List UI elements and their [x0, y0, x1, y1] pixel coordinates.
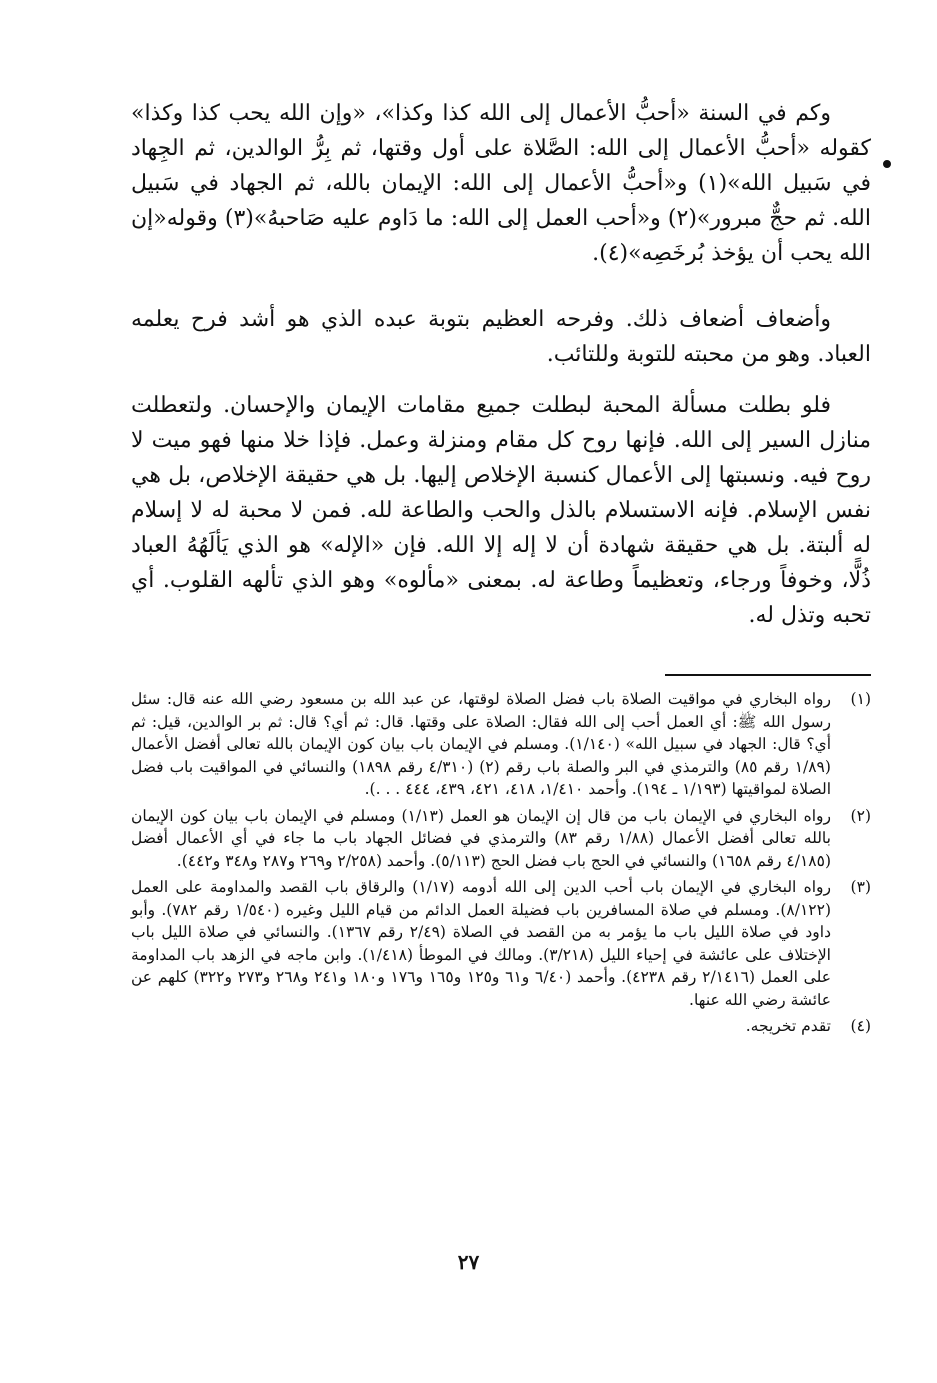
footnote-3 [131, 876, 871, 1011]
footnote-text: رواه البخاري في الإيمان باب أحب الدين إلى الله أدومه (١/١٧) والرقاق باب القصد والمداومة على العمل (٨/١٢٢). ومسلم في صلاة المسافرين باب فضيلة العمل الدائم من قيام الليل وغيره (١/٥٤٠ رقم ٧٨٢). وأبو داود في صلاة الليل باب ما يؤمر به من القصد في الصلاة (٢/٤٩ رقم ١٣٦٧). والنسائي في صلاة الليل باب الإختلاف على عائشة في إحياء الليل (٣/٢١٨). ومالك في الموطأ (١/٤١٨). وابن ماجه في الزهد باب المداومة على العمل (٢/١٤١٦ رقم ٤٢٣٨). وأحمد (٦/٤٠ و٦١ و١٢٥ و١٦٥ و١٧٦ و١٨٠ و٢٤١ و٢٦٨ و٢٧٣ و٣٢٢) كلهم عن عائشة رضي الله عنها. [131, 878, 831, 1009]
paragraph-2: وأضعاف أضعاف ذلك. وفرحه العظيم بتوبة عبده الذي هو أشد فرح يعلمه العباد. وهو من محبته للتوبة وللتائب. [131, 307, 871, 367]
paragraph-1: وكم في السنة «أحبُّ الأعمال إلى الله كذا وكذا»، «وإن الله يحب كذا وكذا» كقوله «أحبُّ الأعمال إلى الله: الصَّلاة على أول وقتها، ثم بِرُّ الوالدين، ثم الجِهاد في سَبيل الله»(١) و«أحبُّ الأعمال إلى الله: الإيمان بالله، ثم الجهاد في سَبيل الله. ثم حجٌّ مبرور»(٢) و«أحب العمل إلى الله: ما دَاوم عليه صَاحبهُ»(٣) وقوله«إن الله يحب أن يؤخذ بُرخَصِه»(٤). [131, 101, 871, 266]
footnote-number: (٣) [850, 878, 871, 896]
footnote-4 [131, 1015, 871, 1038]
footnote-text: رواه البخاري في مواقيت الصلاة باب فضل الصلاة لوقتها، عن عبد الله بن مسعود رضي الله عنه قال: سئل رسول الله ﷺ: أي العمل أحب إلى الله فقال: الصلاة على وقتها. قال: ثم أي؟ قال: ثم بر الوالدين، قيل: ثم أي؟ قال: الجهاد في سبيل الله» (١/١٤٠). ومسلم في الإيمان باب بيان كون الإيمان بالله تعالى أفضل الأعمال (١/٨٩ رقم ٨٥) والترمذي في البر والصلة باب رقم (٢) (٤/٣١٠ رقم ١٨٩٨) والنسائي في المواقيت باب فضل الصلاة لمواقيتها (١/١٩٣ ـ ١٩٤). وأحمد ١/٤١٠، ٤١٨، ٤٢١، ٤٣٩، ٤٤٤ . . .). [131, 690, 831, 798]
footnote-number: (٢) [850, 806, 871, 825]
footnote-number: (١) [850, 690, 871, 708]
footnote-1 [131, 688, 871, 801]
footnote-text: رواه البخاري في الإيمان باب من قال إن الإيمان هو العمل (١/١٣) ومسلم في الإيمان باب بيان كون الإيمان بالله تعالى أفضل الأعمال (١/٨٨ رقم ٨٣) والترمذي في فضائل الجهاد باب ما جاء في أي الأعمال أفضل (٤/١٨٥ رقم ١٦٥٨) والنسائي في الحج باب فضل الحج (٥/١١٣). وأحمد (٢/٢٥٨ و٢٦٩ و٢٨٧ و٣٤٨ و٤٤٢). [131, 806, 831, 870]
bullet-marker [883, 160, 891, 168]
footnote-number: (٤) [850, 1017, 871, 1035]
footnotes [131, 688, 871, 1042]
page-number: ٢٧ [457, 1250, 480, 1274]
footnote-text: تقدم تخريجه. [745, 1017, 831, 1035]
paragraph-3: فلو بطلت مسألة المحبة لبطلت جميع مقامات الإيمان والإحسان. ولتعطلت منازل السير إلى الله. فإنها روح كل مقام ومنزلة وعمل. فإذا خلا منها فهو ميت لا روح فيه. ونسبتها إلى الأعمال كنسبة الإخلاص إليها. بل هي حقيقة الإخلاص، بل هي نفس الإسلام. فإنه الاستسلام بالذل والحب والطاعة لله. فمن لا محبة له لا إسلام له ألبتة. بل هي حقيقة شهادة أن لا إله إلا الله. فإن «الإله» هو الذي يَألَهُهُ العباد ذُلًّا، وخوفاً ورجاء، وتعظيماً وطاعة له. بمعنى «مألوه» وهو الذي تألهه القلوب. أي تحبه وتذل له. [131, 393, 872, 628]
footnote-2 [131, 805, 871, 873]
footnote-divider [665, 674, 871, 676]
